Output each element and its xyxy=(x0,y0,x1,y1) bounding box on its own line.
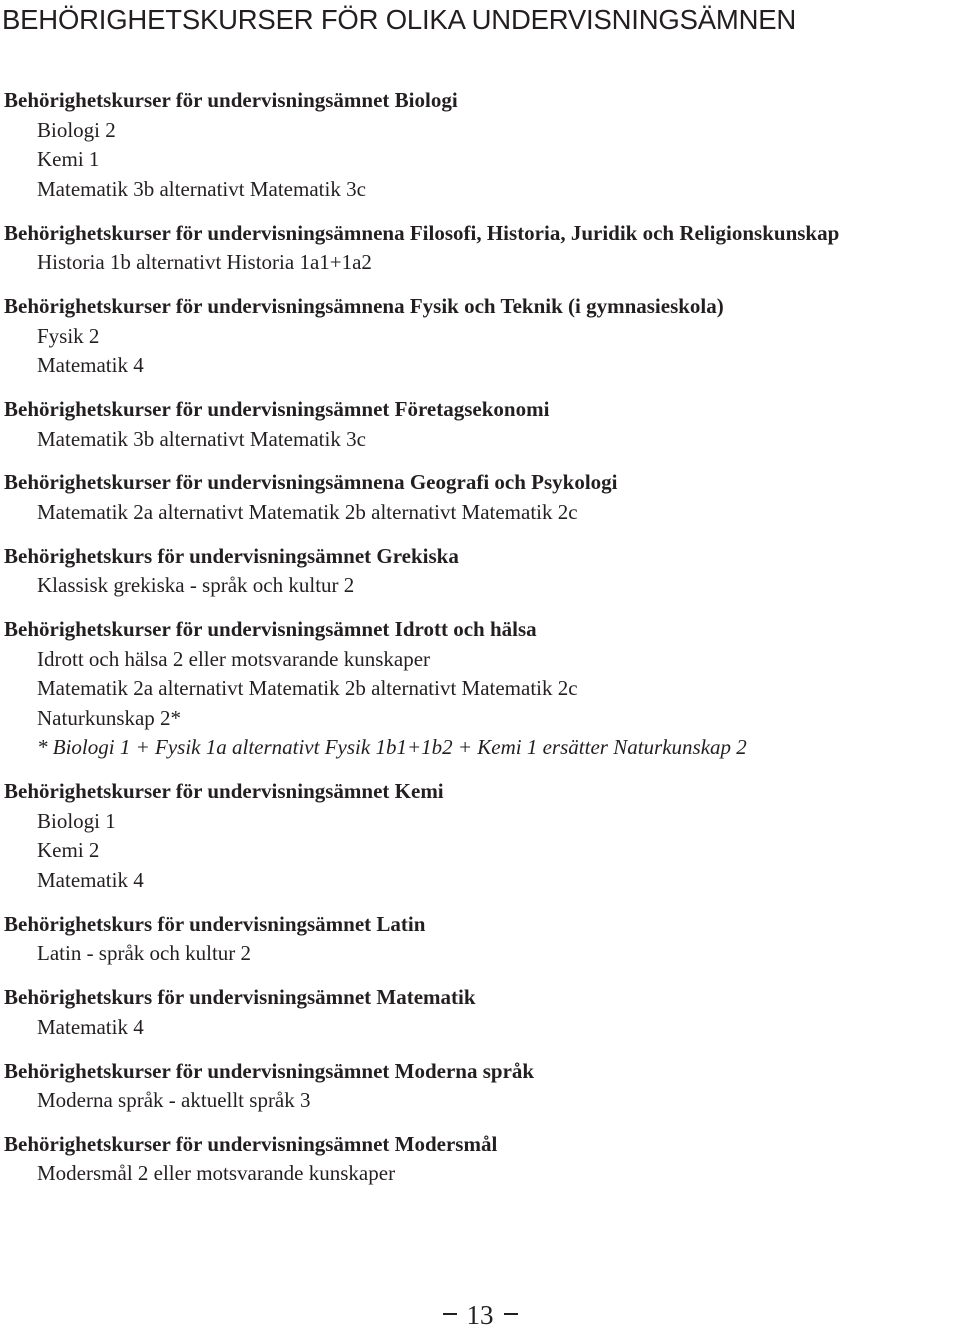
course-line: Matematik 2a alternativt Matematik 2b alternativt Matematik 2c xyxy=(37,499,578,524)
course-line: Matematik 4 xyxy=(37,1014,144,1039)
section-heading: Behörighetskurs för undervisningsämnet Grekiska xyxy=(4,543,459,568)
course-line: Biologi 2 xyxy=(37,117,116,142)
section-modersmal xyxy=(4,1130,954,1189)
section-kemi xyxy=(4,777,954,895)
section-biologi xyxy=(4,86,954,204)
section-heading: Behörighetskurser för undervisningsämnet Moderna språk xyxy=(4,1058,535,1083)
dash-left xyxy=(443,1313,457,1315)
section-heading: Behörighetskurser för undervisningsämnet Kemi xyxy=(4,779,444,804)
course-line: Kemi 1 xyxy=(37,147,100,172)
course-line: Fysik 2 xyxy=(37,323,100,348)
section-idrott-och-halsa xyxy=(4,615,954,763)
section-heading: Behörighetskurser för undervisningsämnena Filosofi, Historia, Juridik och Religionskunskap xyxy=(4,220,840,245)
page-footer xyxy=(0,1300,960,1331)
course-line: Klassisk grekiska - språk och kultur 2 xyxy=(37,573,355,598)
footnote: * Biologi 1 + Fysik 1a alternativt Fysik 1b1+1b2 + Kemi 1 ersätter Naturkunskap 2 xyxy=(37,735,747,760)
section-latin xyxy=(4,910,954,969)
section-heading: Behörighetskurser för undervisningsämnet Idrott och hälsa xyxy=(4,617,537,642)
section-heading: Behörighetskurs för undervisningsämnet Matematik xyxy=(4,985,476,1010)
course-line: Matematik 4 xyxy=(37,353,144,378)
course-line: Matematik 4 xyxy=(37,867,144,892)
section-foretagsekonomi xyxy=(4,395,954,454)
course-line: Moderna språk - aktuellt språk 3 xyxy=(37,1088,311,1113)
section-heading: Behörighetskurser för undervisningsämnet Biologi xyxy=(4,88,458,112)
section-matematik xyxy=(4,983,954,1042)
course-line: Modersmål 2 eller motsvarande kunskaper xyxy=(37,1161,396,1186)
section-heading: Behörighetskurser för undervisningsämnena Geografi och Psykologi xyxy=(4,470,618,495)
course-line: Latin - språk och kultur 2 xyxy=(37,941,252,966)
section-fysik-teknik xyxy=(4,292,954,381)
section-heading: Behörighetskurs för undervisningsämnet Latin xyxy=(4,911,426,936)
section-moderna-sprak xyxy=(4,1057,954,1116)
page-number: 13 xyxy=(466,1300,494,1330)
course-line: Matematik 2a alternativt Matematik 2b alternativt Matematik 2c xyxy=(37,676,578,701)
section-heading: Behörighetskurser för undervisningsämnena Fysik och Teknik (i gymnasieskola) xyxy=(4,293,724,318)
course-line: Naturkunskap 2* xyxy=(37,705,182,730)
section-filosofi-historia-juridik-religionskunskap xyxy=(4,219,954,278)
section-grekiska xyxy=(4,542,954,601)
course-line: Historia 1b alternativt Historia 1a1+1a2 xyxy=(37,250,372,275)
section-heading: Behörighetskurser för undervisningsämnet Företagsekonomi xyxy=(4,396,550,421)
course-line: Kemi 2 xyxy=(37,838,100,863)
section-geografi-psykologi xyxy=(4,468,954,527)
course-sections xyxy=(4,86,954,1203)
page-title: BEHÖRIGHETSKURSER FÖR OLIKA UNDERVISNINGSÄMNEN xyxy=(2,4,797,35)
course-line: Matematik 3b alternativt Matematik 3c xyxy=(37,426,366,451)
section-heading: Behörighetskurser för undervisningsämnet Modersmål xyxy=(4,1131,498,1156)
course-line: Biologi 1 xyxy=(37,808,116,833)
course-line: Matematik 3b alternativt Matematik 3c xyxy=(37,176,366,201)
course-line: Idrott och hälsa 2 eller motsvarande kunskaper xyxy=(37,646,431,671)
dash-right xyxy=(504,1313,518,1315)
